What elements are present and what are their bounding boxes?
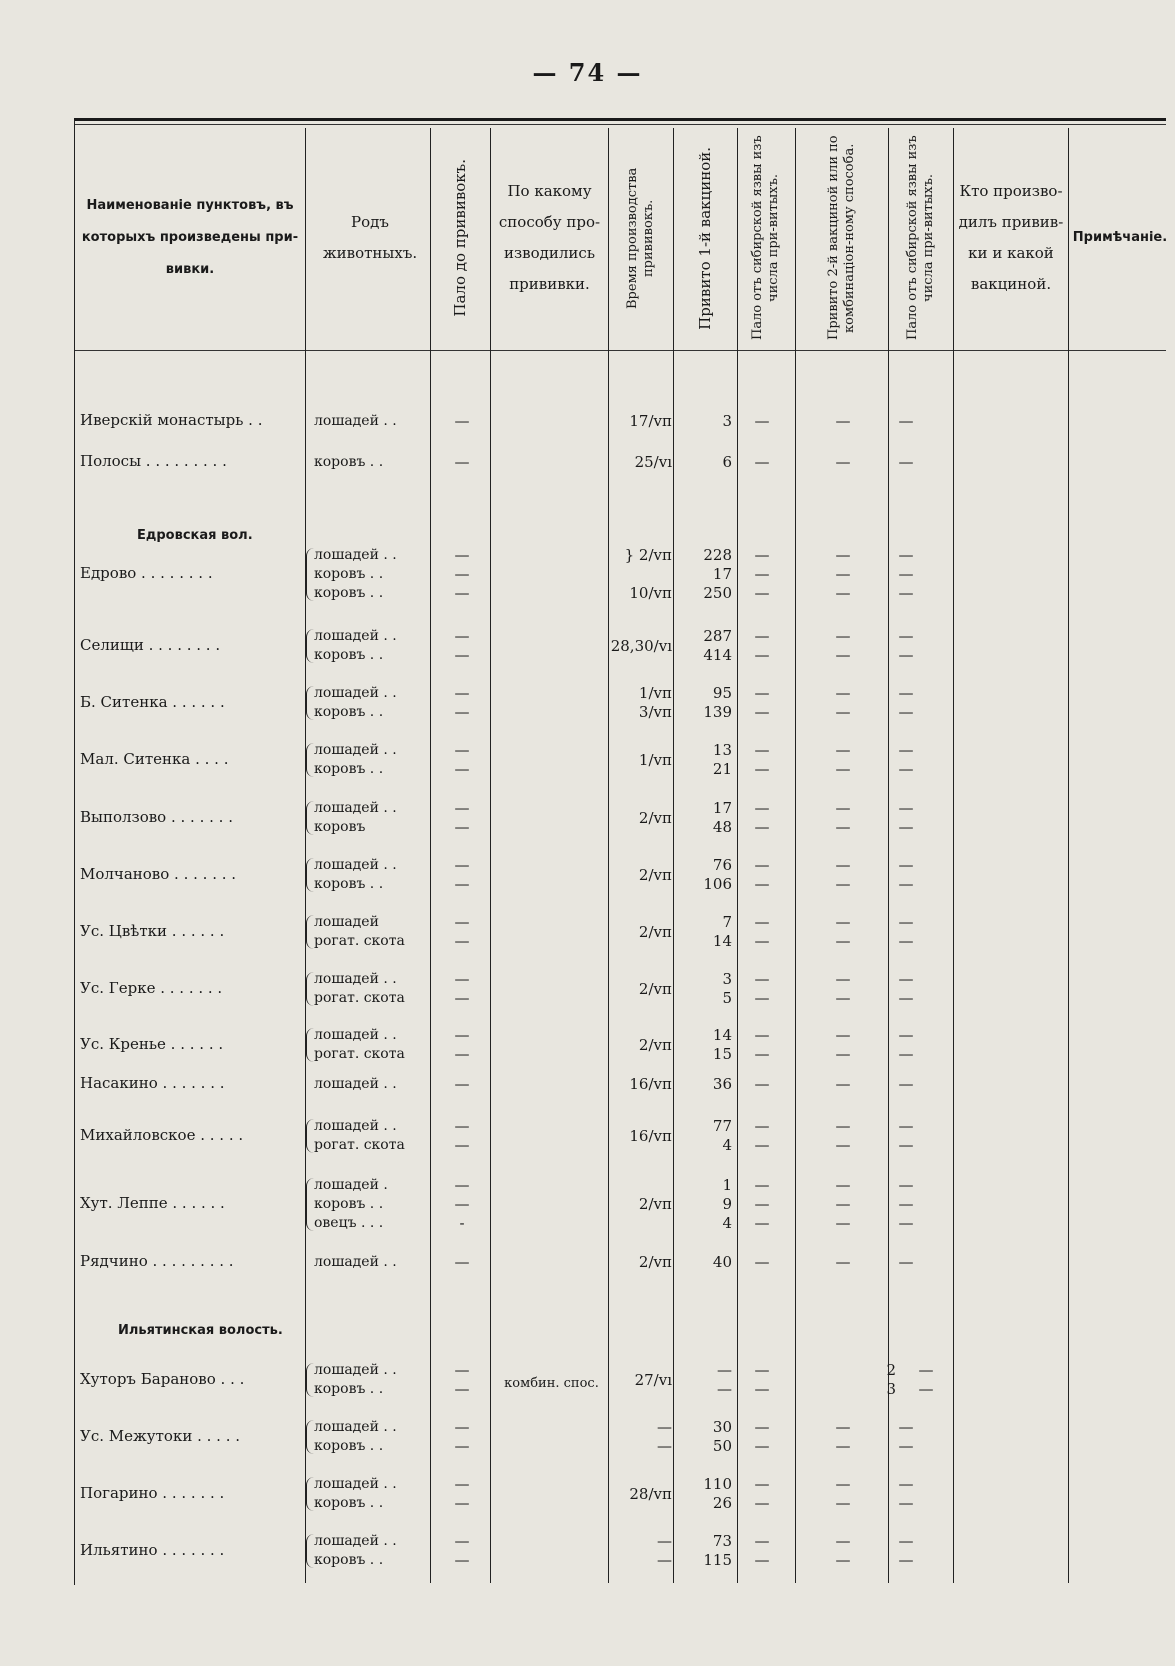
- header-who: [956, 128, 1066, 348]
- died-second-value: —: [898, 1551, 914, 1569]
- animal-type: лошадей . .: [314, 1533, 397, 1549]
- died-second-value: —: [898, 1532, 914, 1550]
- animal-type: лошадей . .: [314, 628, 397, 644]
- vaccinated-first-value: 13: [712, 741, 732, 759]
- vaccination-date: —: [657, 1532, 672, 1550]
- died-second-value: —: [898, 1252, 914, 1271]
- vaccinated-first-value: 110: [703, 1475, 732, 1493]
- place-name: Ус. Кренье . . . . . .: [80, 1035, 224, 1053]
- header-vacc2: [796, 128, 887, 348]
- place-name: Хут. Леппе . . . . . .: [80, 1194, 225, 1212]
- vaccination-date: 17/vп: [629, 411, 672, 430]
- died-second-value: —: [898, 1045, 914, 1063]
- vaccination-date: 1/vп: [638, 684, 672, 702]
- vaccinated-second-value: —: [835, 1494, 851, 1512]
- animal-type: лошадей . .: [314, 1075, 397, 1092]
- vaccination-date: 2/vп: [638, 979, 672, 998]
- animal-type: лошадей . .: [314, 1027, 397, 1043]
- died-before-value: —: [454, 411, 470, 430]
- vaccinated-first-value: 7: [722, 913, 732, 931]
- vaccinated-first-value: 30: [712, 1418, 732, 1436]
- died-second-value: —: [898, 799, 914, 817]
- died-second-value: —: [898, 856, 914, 874]
- died-first-value: —: [754, 1213, 770, 1232]
- vaccination-date: 2/vп: [638, 922, 672, 941]
- animal-type: коровъ . .: [314, 761, 384, 777]
- died-first-value: —: [754, 818, 770, 836]
- died-second-value: —: [898, 545, 914, 564]
- header-place: [76, 128, 304, 348]
- vaccinated-first-value: 95: [712, 684, 732, 702]
- died-first-value: —: [754, 760, 770, 778]
- died-first-value: —: [754, 741, 770, 759]
- vaccinated-second-value: —: [835, 989, 851, 1007]
- vaccinated-second-value: —: [835, 875, 851, 893]
- vaccinated-first-value: 26: [712, 1494, 732, 1512]
- place-name: Ус. Герке . . . . . . .: [80, 979, 223, 997]
- header-who-text: Кто произво-дилъ привив-ки и какой вакциной.: [958, 182, 1064, 293]
- vaccinated-second-value: —: [835, 564, 851, 583]
- died-second-value: —: [898, 703, 914, 721]
- page-number: — 74 —: [532, 58, 643, 87]
- died-first-value: —: [754, 1437, 770, 1455]
- vaccination-date: —: [657, 1551, 672, 1569]
- vaccinated-first-value: 250: [703, 583, 732, 602]
- vaccinated-first-value: 228: [703, 545, 732, 564]
- died-before-value: —: [454, 1074, 470, 1093]
- vaccinated-second-value: —: [835, 1175, 851, 1194]
- died-first-value: —: [754, 703, 770, 721]
- vaccinated-first-value: 40: [712, 1252, 732, 1271]
- died-before-value: —: [454, 703, 470, 721]
- died-first-value: —: [754, 1117, 770, 1135]
- died-second-value: —: [898, 913, 914, 931]
- died-first-value: —: [754, 1532, 770, 1550]
- died-before-value: —: [454, 1532, 470, 1550]
- header-vacc2-text: Привито 2-й вакциной или по комбинаціон-ному способа.: [825, 135, 857, 341]
- vaccinated-first-value: 21: [712, 760, 732, 778]
- vaccinated-second-value: —: [835, 1213, 851, 1232]
- vaccinated-first-value: 4: [722, 1136, 732, 1154]
- vaccination-date: 10/vп: [629, 583, 672, 602]
- died-first-value: —: [754, 913, 770, 931]
- vaccinated-first-value: 77: [712, 1117, 732, 1135]
- died-second-value: —: [898, 932, 914, 950]
- died-first-value: —: [754, 564, 770, 583]
- died-first-value: —: [754, 1551, 770, 1569]
- died-first-value: —: [754, 1252, 770, 1271]
- vaccinated-first-value: 17: [712, 799, 732, 817]
- died-before-value: —: [454, 627, 470, 645]
- place-name: Михайловское . . . . .: [80, 1126, 244, 1144]
- vaccinated-first-value: 115: [703, 1551, 732, 1569]
- died-second-value: —: [898, 1437, 914, 1455]
- place-name: Мал. Ситенка . . . .: [80, 750, 229, 768]
- vaccinated-first-value: 50: [712, 1437, 732, 1455]
- died-before-value: —: [454, 1175, 470, 1194]
- vaccination-date: 16/vп: [629, 1074, 672, 1093]
- vaccinated-second-value: —: [835, 818, 851, 836]
- died-second-value: —: [898, 1136, 914, 1154]
- vaccinated-second-value: —: [835, 1418, 851, 1436]
- header-died2: [889, 128, 952, 348]
- died-first-value: —: [754, 411, 770, 430]
- animal-type: коровъ . .: [314, 1195, 384, 1212]
- animal-type: рогат. скота: [314, 1137, 405, 1153]
- died-second-value: —: [898, 1475, 914, 1493]
- vaccinated-first-value: 414: [703, 646, 732, 664]
- vaccination-date: 2/vп: [638, 865, 672, 884]
- vaccinated-first-value: 6: [722, 452, 732, 471]
- header-place-text: Наименованіе пунктовъ, въ которыхъ произведены при-вивки.: [81, 198, 299, 277]
- vaccinated-second-value: —: [835, 760, 851, 778]
- died-second-value: —: [898, 583, 914, 602]
- vaccination-date: 28/vп: [629, 1484, 672, 1503]
- died-first-value: —: [754, 1175, 770, 1194]
- header-died-before-text: Пало до прививокъ.: [451, 159, 469, 317]
- died-first-value: —: [754, 799, 770, 817]
- vaccinated-second-value: —: [835, 583, 851, 602]
- animal-type: лошадей . .: [314, 857, 397, 873]
- vaccinated-second-value: —: [835, 1074, 851, 1093]
- died-first-value: —: [754, 989, 770, 1007]
- died-before-value: —: [454, 913, 470, 931]
- animal-type: лошадей . .: [314, 1118, 397, 1134]
- place-name: Погарино . . . . . . .: [80, 1484, 225, 1502]
- died-first-value: —: [754, 856, 770, 874]
- vaccinated-first-value: 76: [712, 856, 732, 874]
- died-second-value: —: [898, 627, 914, 645]
- header-died1-text: Пало отъ сибирской язвы изъ числа при-витыхъ.: [750, 135, 781, 341]
- vaccination-date: 25/vı: [634, 452, 672, 471]
- column-divider: [305, 128, 306, 1583]
- animal-type: рогат. скота: [314, 1046, 405, 1062]
- animal-type: коровъ . .: [314, 1495, 384, 1511]
- died-first-value: —: [754, 1418, 770, 1436]
- died-before-value: —: [454, 1475, 470, 1493]
- died-second-value: —: [898, 970, 914, 988]
- vaccinated-second-value: —: [835, 1437, 851, 1455]
- vaccination-date: } 2/vп: [624, 545, 672, 564]
- vaccination-date: 2/vп: [638, 808, 672, 827]
- died-before-value: —: [454, 760, 470, 778]
- header-time: [609, 128, 672, 348]
- vaccinated-first-value: 3: [722, 970, 732, 988]
- died-second-value: —: [898, 684, 914, 702]
- method-value: комбин. спос.: [504, 1376, 599, 1391]
- vaccination-date: —: [657, 1418, 672, 1436]
- died-second-value: —: [898, 1074, 914, 1093]
- header-notes-text: Примѣчаніе.: [1072, 230, 1168, 245]
- vaccination-date: 28,30/vı: [610, 636, 672, 655]
- died-before-value: —: [454, 799, 470, 817]
- header-died2-text: Пало отъ сибирской язвы изъ числа при-витыхъ.: [904, 135, 936, 341]
- died-first-value: —: [754, 932, 770, 950]
- died-first-value: —: [754, 627, 770, 645]
- animal-type: коровъ . .: [314, 647, 384, 663]
- died-before-value: —: [454, 856, 470, 874]
- vaccinated-first-value: 36: [712, 1074, 732, 1093]
- died-first-value: —: [754, 1475, 770, 1493]
- died-second-value: —: [898, 875, 914, 893]
- animal-type: коровъ . .: [314, 453, 384, 470]
- section-title-edrov: Едровская вол.: [137, 528, 253, 543]
- died-first-value: —: [754, 452, 770, 471]
- died-before-value: —: [454, 1551, 470, 1569]
- died-second-value: —: [898, 411, 914, 430]
- animal-type: коровъ . .: [314, 584, 384, 601]
- died-first-value: —: [754, 545, 770, 564]
- vaccination-date: 2/vп: [638, 1194, 672, 1213]
- died-first-value: —: [754, 684, 770, 702]
- vaccination-date: 3/vп: [638, 703, 672, 721]
- died-second-value: —: [898, 1117, 914, 1135]
- died-second-value: —: [918, 1380, 934, 1398]
- vaccinated-second-value: —: [835, 741, 851, 759]
- place-name: Едрово . . . . . . . .: [80, 564, 213, 582]
- animal-type: лошадей .: [314, 1176, 388, 1193]
- died-before-value: —: [454, 1026, 470, 1044]
- animal-type: лошадей . .: [314, 1362, 397, 1378]
- vaccinated-second-value: —: [835, 411, 851, 430]
- animal-type: лошадей . .: [314, 1419, 397, 1435]
- animal-type: коровъ: [314, 819, 366, 835]
- vaccinated-second-value: —: [835, 646, 851, 664]
- vaccination-date: 2/vп: [638, 1252, 672, 1271]
- header-died1: [738, 128, 794, 348]
- header-method-text: По какому способу про-изводились прививки.: [498, 182, 601, 293]
- table-top-rule: [74, 118, 1166, 121]
- died-second-value: —: [898, 1418, 914, 1436]
- place-name: Ильятино . . . . . . .: [80, 1541, 225, 1559]
- vaccinated-second-value: —: [835, 1532, 851, 1550]
- died-before-value: —: [454, 1252, 470, 1271]
- vaccinated-second-value: —: [835, 703, 851, 721]
- animal-type: лошадей . .: [314, 742, 397, 758]
- died-second-value: —: [898, 452, 914, 471]
- vaccinated-second-value: —: [835, 970, 851, 988]
- vaccinated-second-value: —: [835, 1252, 851, 1271]
- animal-type: коровъ . .: [314, 876, 384, 892]
- header-vacc1: [674, 128, 736, 348]
- died-second-value: —: [898, 1194, 914, 1213]
- animal-type: коровъ . .: [314, 565, 384, 582]
- died-before-value: —: [454, 989, 470, 1007]
- place-name: Насакино . . . . . . .: [80, 1074, 225, 1092]
- died-before-value: —: [454, 875, 470, 893]
- died-before-value: —: [454, 684, 470, 702]
- died-second-value: —: [898, 760, 914, 778]
- died-second-value: —: [898, 564, 914, 583]
- died-before-value: —: [454, 583, 470, 602]
- animal-type: лошадей . .: [314, 546, 397, 563]
- died-second-value: —: [898, 1175, 914, 1194]
- vaccinated-second-value: —: [835, 1026, 851, 1044]
- died-before-value: —: [454, 564, 470, 583]
- animal-type: овецъ . . .: [314, 1214, 384, 1231]
- vaccinated-first-value: 9: [722, 1194, 732, 1213]
- place-name: Полосы . . . . . . . . .: [80, 452, 227, 470]
- vaccinated-second-value: —: [835, 452, 851, 471]
- died-before-value: —: [454, 1194, 470, 1213]
- vaccinated-second-value: —: [835, 627, 851, 645]
- header-time-text: Время производства прививокъ.: [624, 167, 656, 309]
- died-second-value: —: [898, 818, 914, 836]
- died-second-value: —: [898, 1026, 914, 1044]
- vaccinated-first-value: 5: [722, 989, 732, 1007]
- animal-type: лошадей . .: [314, 1476, 397, 1492]
- vaccination-date: 1/vп: [638, 750, 672, 769]
- animal-type: лошадей . .: [314, 800, 397, 816]
- died-first-value: —: [754, 583, 770, 602]
- vaccinated-second-value: —: [835, 856, 851, 874]
- vaccinated-second-value: 2: [886, 1361, 896, 1379]
- vaccinated-first-value: 17: [712, 564, 732, 583]
- died-before-value: —: [454, 1418, 470, 1436]
- vaccinated-second-value: —: [835, 684, 851, 702]
- died-before-value: -: [459, 1213, 465, 1232]
- place-name: Б. Ситенка . . . . . .: [80, 693, 225, 711]
- place-name: Селищи . . . . . . . .: [80, 636, 221, 654]
- vaccinated-first-value: —: [717, 1380, 732, 1398]
- animal-type: лошадей . .: [314, 1253, 397, 1270]
- vaccinated-first-value: 4: [722, 1213, 732, 1232]
- died-before-value: —: [454, 1045, 470, 1063]
- died-first-value: —: [754, 1380, 770, 1398]
- vaccination-date: 2/vп: [638, 1035, 672, 1054]
- died-before-value: —: [454, 818, 470, 836]
- vaccinated-first-value: 14: [712, 1026, 732, 1044]
- vaccinated-second-value: —: [835, 799, 851, 817]
- died-second-value: —: [898, 1494, 914, 1512]
- place-name: Рядчино . . . . . . . . .: [80, 1252, 234, 1270]
- place-name: Ус. Цвѣтки . . . . . .: [80, 922, 225, 940]
- died-first-value: —: [754, 646, 770, 664]
- animal-type: лошадей . .: [314, 685, 397, 701]
- died-before-value: —: [454, 1117, 470, 1135]
- header-died-before: [431, 128, 489, 348]
- place-name: Молчаново . . . . . . .: [80, 865, 237, 883]
- died-first-value: —: [754, 1136, 770, 1154]
- died-before-value: —: [454, 1494, 470, 1512]
- place-name: Иверскій монастырь . .: [80, 411, 263, 429]
- column-divider: [1068, 128, 1069, 1583]
- place-name: Выползово . . . . . . .: [80, 808, 233, 826]
- vaccination-date: 27/vı: [634, 1370, 672, 1389]
- vaccination-date: 16/vп: [629, 1126, 672, 1145]
- vaccinated-second-value: —: [835, 545, 851, 564]
- table-header-rule: [74, 350, 1166, 351]
- place-name: Ус. Межутоки . . . . .: [80, 1427, 241, 1445]
- animal-type: коровъ . .: [314, 1438, 384, 1454]
- died-second-value: —: [898, 646, 914, 664]
- died-first-value: —: [754, 875, 770, 893]
- vaccinated-first-value: 48: [712, 818, 732, 836]
- header-vacc1-text: Привито 1-й вакциной.: [696, 146, 714, 330]
- died-before-value: —: [454, 741, 470, 759]
- animal-type: коровъ . .: [314, 1381, 384, 1397]
- vaccinated-first-value: 106: [703, 875, 732, 893]
- died-first-value: —: [754, 1361, 770, 1379]
- died-before-value: —: [454, 545, 470, 564]
- died-before-value: —: [454, 1437, 470, 1455]
- vaccinated-second-value: —: [835, 1475, 851, 1493]
- vaccinated-first-value: 139: [703, 703, 732, 721]
- column-divider: [490, 128, 491, 1583]
- section-title-ilyat: Ильятинская волость.: [118, 1323, 283, 1338]
- animal-type: лошадей . .: [314, 971, 397, 987]
- vaccinated-second-value: —: [835, 1136, 851, 1154]
- died-first-value: —: [754, 1026, 770, 1044]
- died-before-value: —: [454, 1136, 470, 1154]
- vaccinated-second-value: —: [835, 1045, 851, 1063]
- died-first-value: —: [754, 1045, 770, 1063]
- column-divider: [953, 128, 954, 1583]
- vaccinated-second-value: —: [835, 1194, 851, 1213]
- died-first-value: —: [754, 1194, 770, 1213]
- animal-type: рогат. скота: [314, 933, 405, 949]
- header-animals: [320, 128, 420, 348]
- vaccinated-second-value: —: [835, 1117, 851, 1135]
- header-notes: [1070, 128, 1170, 348]
- animal-type: лошадей . .: [314, 412, 397, 429]
- vaccinated-first-value: 14: [712, 932, 732, 950]
- vaccinated-first-value: 3: [722, 411, 732, 430]
- column-divider: [74, 120, 75, 1585]
- vaccinated-second-value: 3: [886, 1380, 896, 1398]
- died-before-value: —: [454, 646, 470, 664]
- place-name: Хуторъ Бараново . . .: [80, 1370, 245, 1388]
- table-top-rule-thin: [74, 124, 1166, 125]
- vaccinated-first-value: 1: [722, 1175, 732, 1194]
- died-first-value: —: [754, 970, 770, 988]
- died-second-value: —: [898, 741, 914, 759]
- animal-type: коровъ . .: [314, 704, 384, 720]
- vaccinated-first-value: —: [717, 1361, 732, 1379]
- vaccinated-first-value: 73: [712, 1532, 732, 1550]
- died-second-value: —: [898, 989, 914, 1007]
- vaccinated-second-value: —: [835, 913, 851, 931]
- died-second-value: —: [898, 1213, 914, 1232]
- vaccinated-first-value: 15: [712, 1045, 732, 1063]
- died-before-value: —: [454, 1361, 470, 1379]
- died-before-value: —: [454, 452, 470, 471]
- died-before-value: —: [454, 932, 470, 950]
- vaccinated-second-value: —: [835, 1551, 851, 1569]
- animal-type: коровъ . .: [314, 1552, 384, 1568]
- vaccinated-second-value: —: [835, 932, 851, 950]
- animal-type: рогат. скота: [314, 990, 405, 1006]
- vaccination-date: —: [657, 1437, 672, 1455]
- vaccinated-first-value: 287: [703, 627, 732, 645]
- header-method: [492, 128, 607, 348]
- died-before-value: —: [454, 1380, 470, 1398]
- died-before-value: —: [454, 970, 470, 988]
- died-first-value: —: [754, 1494, 770, 1512]
- animal-type: лошадей: [314, 914, 379, 930]
- died-second-value: —: [918, 1361, 934, 1379]
- died-first-value: —: [754, 1074, 770, 1093]
- header-animals-text: Родъ животныхъ.: [322, 213, 418, 262]
